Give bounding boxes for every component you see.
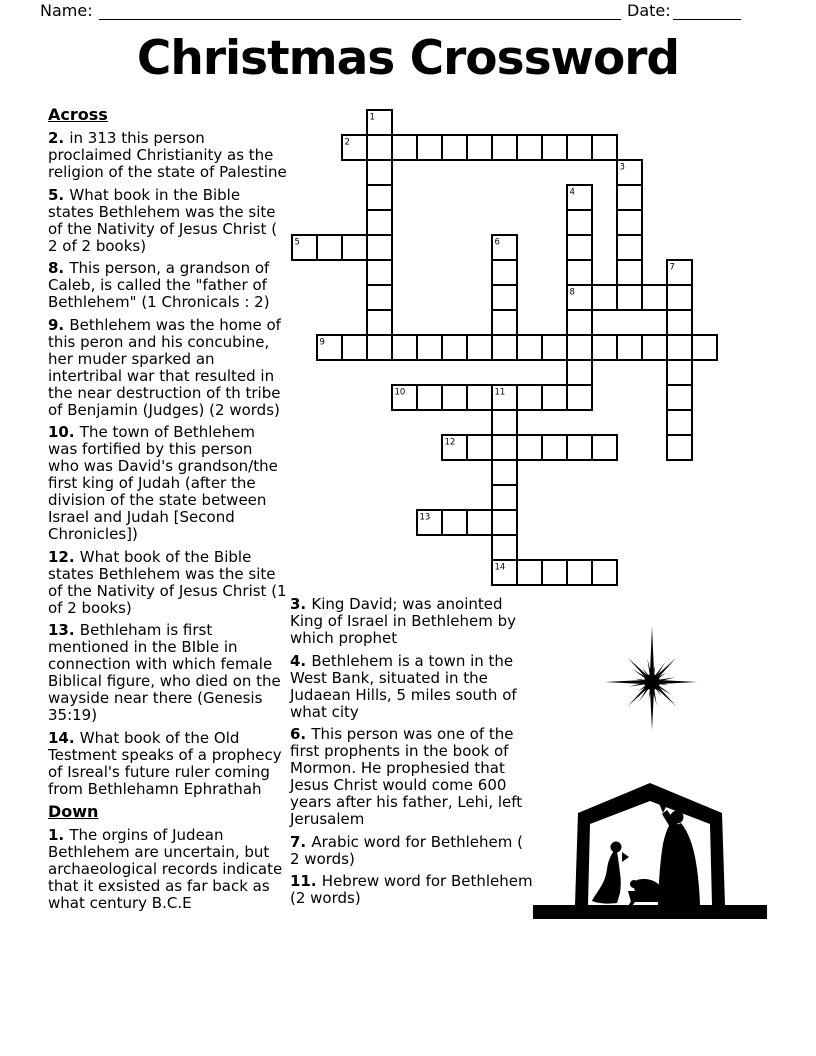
grid-cell[interactable] [492, 485, 517, 510]
clue-number: 7 [669, 262, 675, 273]
down-clues-list-rest [290, 596, 534, 907]
clue-across-10: 10. The town of Bethlehem was fortified by this person who was David's grandson/the first king of Judah (after the division of the state between Israel and Judah [Second Chronicles]) [48, 423, 278, 543]
grid-cell[interactable] [517, 385, 542, 410]
grid-cell[interactable] [417, 385, 442, 410]
grid-cell[interactable] [542, 435, 567, 460]
grid-cell[interactable] [642, 285, 667, 310]
clue-number: 2 [344, 137, 350, 148]
grid-cell[interactable] [667, 285, 692, 310]
grid-cell[interactable] [367, 235, 392, 260]
star-of-bethlehem-icon [592, 622, 712, 742]
grid-cell[interactable] [567, 260, 592, 285]
grid-cell[interactable] [442, 335, 467, 360]
grid-cell[interactable] [567, 560, 592, 585]
mary-figure [592, 842, 629, 904]
page-title: Christmas Crossword [136, 31, 680, 86]
grid-cell[interactable] [542, 335, 567, 360]
grid-cell[interactable] [492, 460, 517, 485]
grid-cell[interactable] [367, 135, 392, 160]
grid-cell[interactable] [517, 335, 542, 360]
clue-down-3: 3. King David; was anointed King of Israel in Bethlehem by which prophet [290, 595, 517, 647]
grid-cell[interactable] [667, 335, 692, 360]
clue-down-6: 6. This person was one of the first prophents in the book of Mormon. He prophesied that Jesus Christ would come 600 years after his father, Lehi, left Jerusalem [290, 725, 523, 828]
grid-cell[interactable] [567, 360, 592, 385]
grid-cell[interactable] [567, 210, 592, 235]
grid-cell[interactable] [567, 235, 592, 260]
grid-cell[interactable] [542, 135, 567, 160]
clue-number: 13 [419, 512, 431, 523]
grid-cell[interactable] [517, 435, 542, 460]
grid-cell[interactable] [592, 135, 617, 160]
grid-cell[interactable] [642, 335, 667, 360]
grid-cell[interactable] [367, 285, 392, 310]
grid-cell[interactable] [492, 535, 517, 560]
clue-number: 14 [494, 562, 506, 573]
grid-cell[interactable] [592, 435, 617, 460]
clue-number: 1 [369, 112, 375, 123]
grid-cell[interactable] [367, 210, 392, 235]
grid-cell[interactable] [592, 560, 617, 585]
grid-cell[interactable] [692, 335, 717, 360]
grid-cell[interactable] [367, 310, 392, 335]
crossword-grid[interactable] [290, 108, 719, 587]
grid-cell[interactable] [567, 435, 592, 460]
grid-cell[interactable] [467, 385, 492, 410]
clue-down-11: 11. Hebrew word for Bethlehem (2 words) [290, 872, 533, 907]
grid-cell[interactable] [417, 135, 442, 160]
clue-number: 8 [569, 287, 575, 298]
grid-cell[interactable] [442, 385, 467, 410]
grid-cell[interactable] [567, 310, 592, 335]
grid-cell[interactable] [492, 335, 517, 360]
across-clues-list [48, 130, 288, 798]
grid-cell[interactable] [467, 135, 492, 160]
clue-across-2: 2. in 313 this person proclaimed Christianity as the religion of the state of Palestine [48, 129, 287, 181]
clue-across-8: 8. This person, a grandson of Caleb, is called the "father of Bethlehem" (1 Chronicals : 2) [48, 259, 270, 311]
grid-cell[interactable] [467, 335, 492, 360]
grid-cell[interactable] [342, 335, 367, 360]
clues-column-middle [290, 596, 534, 913]
grid-cell[interactable] [617, 210, 642, 235]
grid-cell[interactable] [567, 135, 592, 160]
date-input-line[interactable] [673, 0, 741, 20]
clue-number: 12 [444, 437, 456, 448]
grid-cell[interactable] [342, 235, 367, 260]
clue-across-5: 5. What book in the Bible states Bethlehem was the site of the Nativity of Jesus Christ ( 2 of 2 books) [48, 185, 278, 255]
grid-cell[interactable] [617, 285, 642, 310]
name-input-line[interactable] [99, 0, 621, 20]
grid-cell[interactable] [442, 510, 467, 535]
across-header: Across [48, 105, 108, 124]
name-label: Name: [40, 1, 93, 20]
clue-across-9: 9. Bethlehem was the home of this peron and his concubine, her muder sparked an intertribal war that resulted in the near destruction of th tribe of Benjamin (Judges) (2 words) [48, 315, 281, 419]
grid-cell[interactable] [517, 560, 542, 585]
grid-cell[interactable] [367, 185, 392, 210]
grid-cell[interactable] [492, 510, 517, 535]
grid-cell[interactable] [667, 435, 692, 460]
clue-number: 11 [494, 387, 506, 398]
grid-cell[interactable] [317, 235, 342, 260]
grid-cell[interactable] [617, 260, 642, 285]
grid-cell[interactable] [492, 135, 517, 160]
clue-across-13: 13. Bethleham is first mentioned in the BIble in connection with which female Biblical figure, who died on the wayside near there (Genesis 35:19) [48, 621, 281, 724]
clue-number: 10 [394, 387, 406, 398]
grid-cell[interactable] [567, 385, 592, 410]
grid-cell[interactable] [592, 285, 617, 310]
grid-cell[interactable] [492, 410, 517, 435]
grid-cell[interactable] [667, 385, 692, 410]
grid-cell[interactable] [492, 260, 517, 285]
grid-cell[interactable] [667, 310, 692, 335]
grid-cell[interactable] [542, 385, 567, 410]
clue-down-4: 4. Bethlehem is a town in the West Bank, situated in the Judaean Hills, 5 miles south of what city [290, 651, 517, 721]
clue-number: 4 [569, 187, 575, 198]
down-clues-list-first [48, 827, 288, 912]
grid-cell[interactable] [417, 335, 442, 360]
grid-cell[interactable] [592, 335, 617, 360]
down-header: Down [48, 802, 99, 821]
grid-cell[interactable] [617, 235, 642, 260]
grid-cell[interactable] [367, 335, 392, 360]
clue-number: 9 [319, 337, 325, 348]
grid-cell[interactable] [517, 135, 542, 160]
grid-cell[interactable] [617, 185, 642, 210]
grid-cell[interactable] [367, 160, 392, 185]
nativity-base [533, 905, 767, 919]
grid-cell[interactable] [492, 310, 517, 335]
grid-cell[interactable] [617, 335, 642, 360]
grid-cell[interactable] [492, 285, 517, 310]
clue-number: 5 [294, 237, 300, 248]
grid-cell[interactable] [367, 260, 392, 285]
clue-down-7: 7. Arabic word for Bethlehem ( 2 words) [290, 832, 523, 868]
grid-cell[interactable] [542, 560, 567, 585]
grid-cell[interactable] [467, 435, 492, 460]
grid-cell[interactable] [392, 135, 417, 160]
clues-column-left [48, 106, 288, 918]
clue-across-12: 12. What book of the Bible states Bethlehem was the site of the Nativity of Jesus Christ (1 of 2 books) [48, 547, 287, 617]
grid-cell[interactable] [392, 335, 417, 360]
grid-cell[interactable] [667, 360, 692, 385]
clue-number: 3 [619, 162, 625, 173]
grid-cell[interactable] [567, 335, 592, 360]
grid-cell[interactable] [467, 510, 492, 535]
grid-cell[interactable] [492, 435, 517, 460]
grid-cell[interactable] [667, 410, 692, 435]
clue-number: 6 [494, 237, 500, 248]
clue-down-1: 1. The orgins of Judean Bethlehem are uncertain, but archaeological records indicate that it exsisted as far back as what century B.C.E [48, 826, 283, 912]
nativity-scene-icon [530, 772, 770, 922]
date-label: Date: [627, 1, 671, 20]
grid-cell[interactable] [442, 135, 467, 160]
clue-across-14: 14. What book of the Old Testment speaks of a prophecy of Isreal's future ruler coming from Bethlehamn Ephrathah [48, 728, 282, 798]
